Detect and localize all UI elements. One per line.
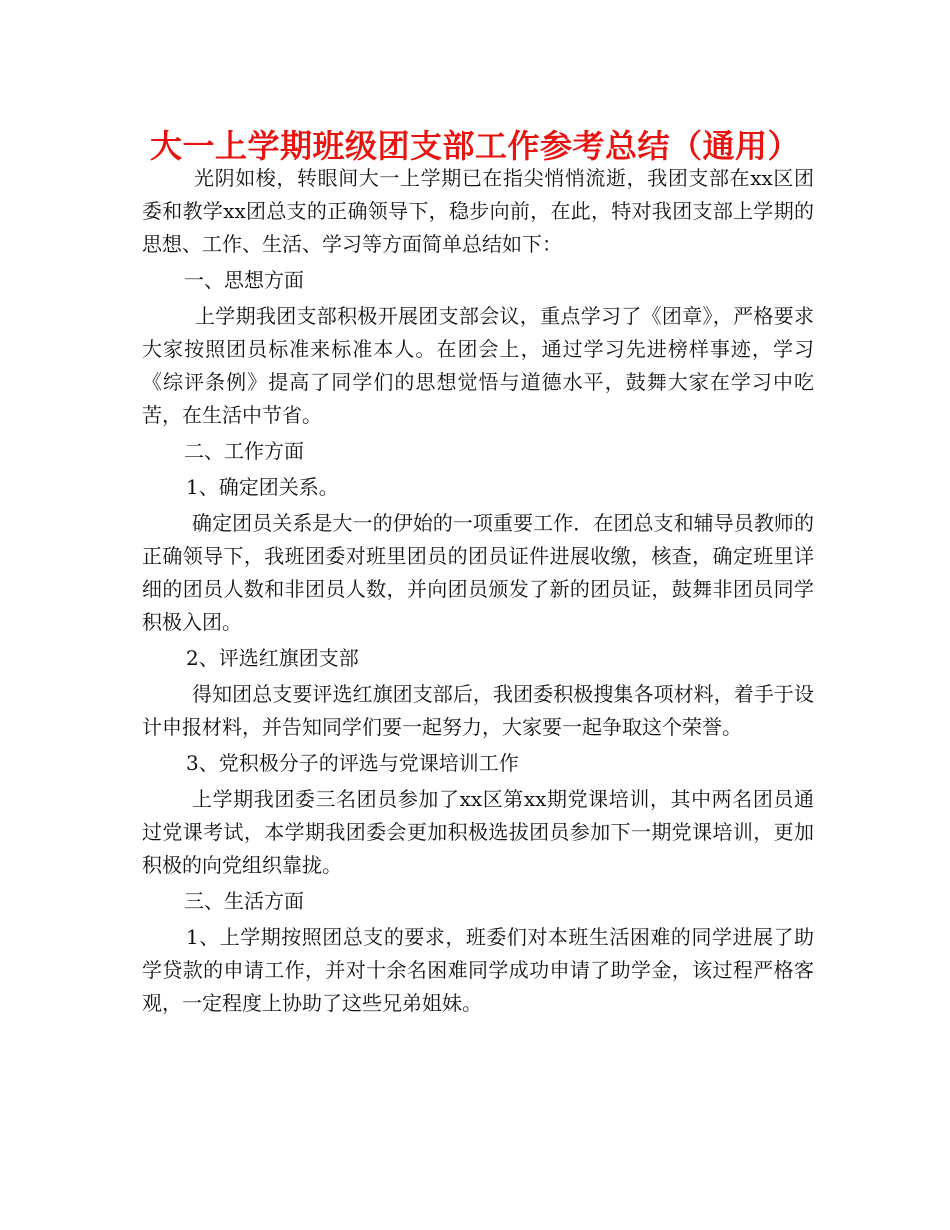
work-item-1-paragraph: 确定团员关系是大一的伊始的一项重要工作．在团总支和辅导员教师的正确领导下，我班团委对班里团员的团员证件进展收缴，核查，确定班里详细的团员人数和非团员人数，并向团员颁发了新的团员证，鼓舞非团员同学积极入团。 [142, 511, 814, 634]
work-item-2-heading: 2、评选红旗团支部 [186, 646, 359, 670]
section-heading-thought: 一、思想方面 [184, 268, 304, 292]
life-item-1-paragraph: 1、上学期按照团总支的要求，班委们对本班生活困难的同学进展了助学贷款的申请工作，并对十余名困难同学成功申请了助学金，该过程严格客观，一定程度上协助了这些兄弟姐妹。 [142, 925, 814, 1015]
work-item-3-paragraph: 上学期我团委三名团员参加了xx区第xx期党课培训，其中两名团员通过党课考试，本学期我团委会更加积极选拔团员参加下一期党课培训，更加积极的向党组织靠拢。 [142, 787, 814, 877]
document-title: 大一上学期班级团支部工作参考总结（通用） [149, 127, 800, 165]
section-heading-life: 三、生活方面 [184, 889, 304, 913]
intro-paragraph: 光阴如梭，转眼间大一上学期已在指尖悄悄流逝，我团支部在xx区团委和教学xx团总支的正确领导下，稳步向前，在此，特对我团支部上学期的思想、工作、生活、学习等方面简单总结如下： [142, 166, 814, 256]
work-item-1-heading: 1、确定团关系。 [186, 475, 339, 499]
work-item-2-paragraph: 得知团总支要评选红旗团支部后，我团委积极搜集各项材料，着手于设计申报材料，并告知同学们要一起努力，大家要一起争取这个荣誉。 [142, 682, 814, 739]
work-item-3-heading: 3、党积极分子的评选与党课培训工作 [186, 751, 519, 775]
thought-paragraph: 上学期我团支部积极开展团支部会议，重点学习了《团章》，严格要求大家按照团员标准来标准本人。在团会上，通过学习先进榜样事迹，学习《综评条例》提高了同学们的思想觉悟与道德水平，鼓舞大家在学习中吃苦，在生活中节省。 [142, 304, 814, 427]
document-body [142, 162, 814, 1020]
section-heading-work: 二、工作方面 [184, 439, 304, 463]
